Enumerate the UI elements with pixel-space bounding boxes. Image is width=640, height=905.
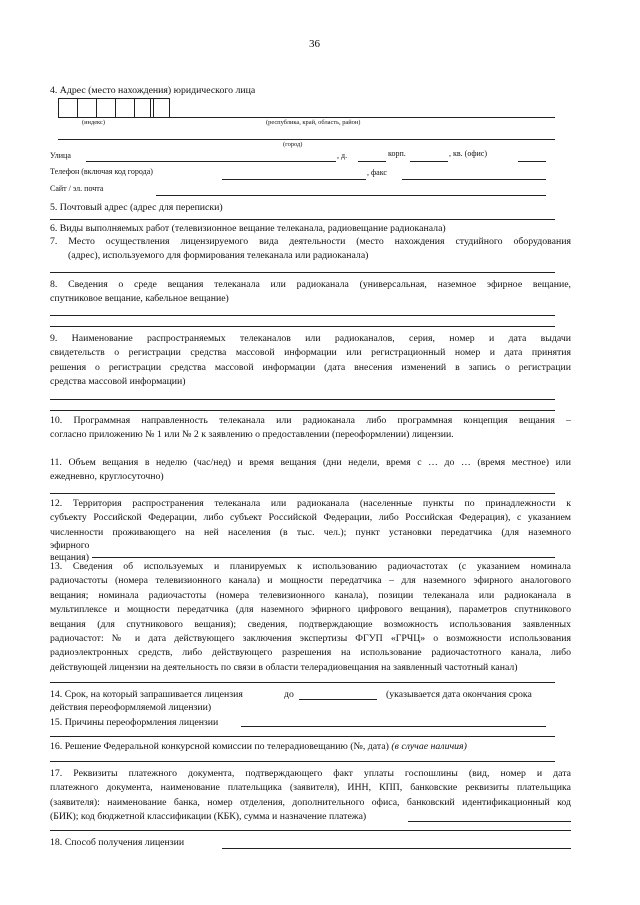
section-9-line-2 [50,410,555,411]
page-number: 36 [309,38,320,50]
index-box [58,98,78,118]
street-label: Улица [50,151,71,160]
address-line [58,117,555,118]
house-label: , д. [337,151,348,160]
phone-line [222,179,366,180]
fax-line [402,179,546,180]
section-5: 5. Почтовый адрес (адрес для переписки) [50,202,223,213]
index-box [96,98,116,118]
section-9-line [50,399,555,400]
city-caption: (город) [283,141,303,148]
section-4-title: 4. Адрес (место нахождения) юридического лица [50,85,256,96]
section-14-until: до [284,689,294,700]
building-line [410,161,448,162]
apartment-label: , кв. (офис) [449,149,488,158]
section-11-line [50,493,555,494]
site-line [156,195,546,196]
section-8: 8. Сведения о среде вещания телеканала или радиоканала (универсальная, наземное эфирное вещание, спутниковое вещание, кабельное вещание) [50,279,571,305]
section-17-line [408,821,571,822]
section-7-line [50,272,555,273]
section-14-label: 14. Срок, на который запрашивается лицензия [50,689,243,700]
section-16-line [50,761,555,762]
section-10: 10. Программная направленность телеканала или радиоканала либо программная концепция вещания – согласно приложению № 1 или № 2 к заявлению о предоставлении (переоформлении) лицензии. [50,415,571,441]
section-6: 6. Виды выполняемых работ (телевизионное вещание телеканала, радиовещание радиоканала) [50,223,446,234]
fax-label: , факс [367,168,387,177]
house-line [358,161,386,162]
city-line [58,139,555,140]
section-17-line-2 [50,830,571,831]
section-14-note-cont: действия переоформляемой лицензии) [50,702,212,713]
section-12-line [92,557,555,558]
index-caption: (индекс) [82,119,105,126]
section-13: 13. Сведения об используемых и планируемых к использованию радиочастотах (с указанием номинала радиочастоты (номера телевизионного канала) и мощности передатчика – для наземного эфирного аналогового вещания; номинала радиочастоты (номера телевизионного канала), позиции телеканала или радиоканала в мультиплексе и мощности передатчика (для наземного эфирного цифрового вещания), параметров спутникового вещания (для спутникового вещания); сведения, подтверждающие возможность использования заявленных радиочастот: № и дата действующего заключения экспертизы ФГУП «ГРЧЦ» о возможности использования радиоэлектронных средств, либо действующего разрешения на использование радиочастотного канала, либо действующей лицензии на деятельность по связи в области телерадиовещания на заявленный частотный канал) [50,561,571,673]
index-box [115,98,135,118]
section-11: 11. Объем вещания в неделю (час/нед) и время вещания (дни недели, время с … до … (время местное) или ежедневно, круглосуточно) [50,457,571,483]
index-box [150,98,170,118]
section-14-date-line [299,699,377,700]
street-line [86,161,336,162]
region-caption: (республика, край, область, район) [266,119,361,126]
section-8-line [50,315,555,316]
section-12: 12. Территория распространения телеканала или радиоканала (населенные пункты по принадлежности к субъекту Российской Федерации, либо субъект Российской Федерации, либо Российская Федерация), с указанием численности проживающего на ней населения (в тыс. чел.); пункт установки передатчика (для наземного эфирного вещания) [50,498,571,564]
section-8-line-2 [50,326,555,327]
site-label: Сайт / эл. почта [50,184,104,193]
phone-label: Телефон (включая код города) [50,167,153,176]
index-box [77,98,97,118]
section-5-line [50,219,555,220]
section-13-line [50,682,555,683]
section-14-note: (указывается дата окончания срока [386,689,532,700]
section-9: 9. Наименование распространяемых телеканалов или радиоканалов, серия, номер и дата выдачи свидетельств о регистрации средства массовой информации или регистрационный номер и дата принятия решения о регистрации средства массовой информации (дата внесения изменений в запись о регистрации средства массовой информации) [50,333,571,388]
section-15-line [241,726,546,727]
section-18-line [222,848,571,849]
apartment-line [518,161,546,162]
section-15: 15. Причины переоформления лицензии [50,717,219,728]
section-17: 17. Реквизиты платежного документа, подтверждающего факт уплаты госпошлины (вид, номер и дата платежного документа, наименование плательщика (заявителя), ИНН, КПП, банковские реквизиты плательщика (заявителя): наименование банка, номер отделения, дополнительного офиса, банковский идентификационный код (БИК); код бюджетной классификации (КБК), сумма и назначение платежа) [50,768,571,823]
section-15-line-2 [50,736,555,737]
section-7: 7. Место осуществления лицензируемого вида деятельности (место нахождения студийного оборудования (адрес), используемого для формирования телеканала или радиоканала) [50,236,571,262]
section-16: 16. Решение Федеральной конкурсной комиссии по телерадиовещанию (№, дата) (в случае наличия) [50,741,467,752]
section-18: 18. Способ получения лицензии [50,837,185,848]
building-label: корп. [388,149,406,158]
